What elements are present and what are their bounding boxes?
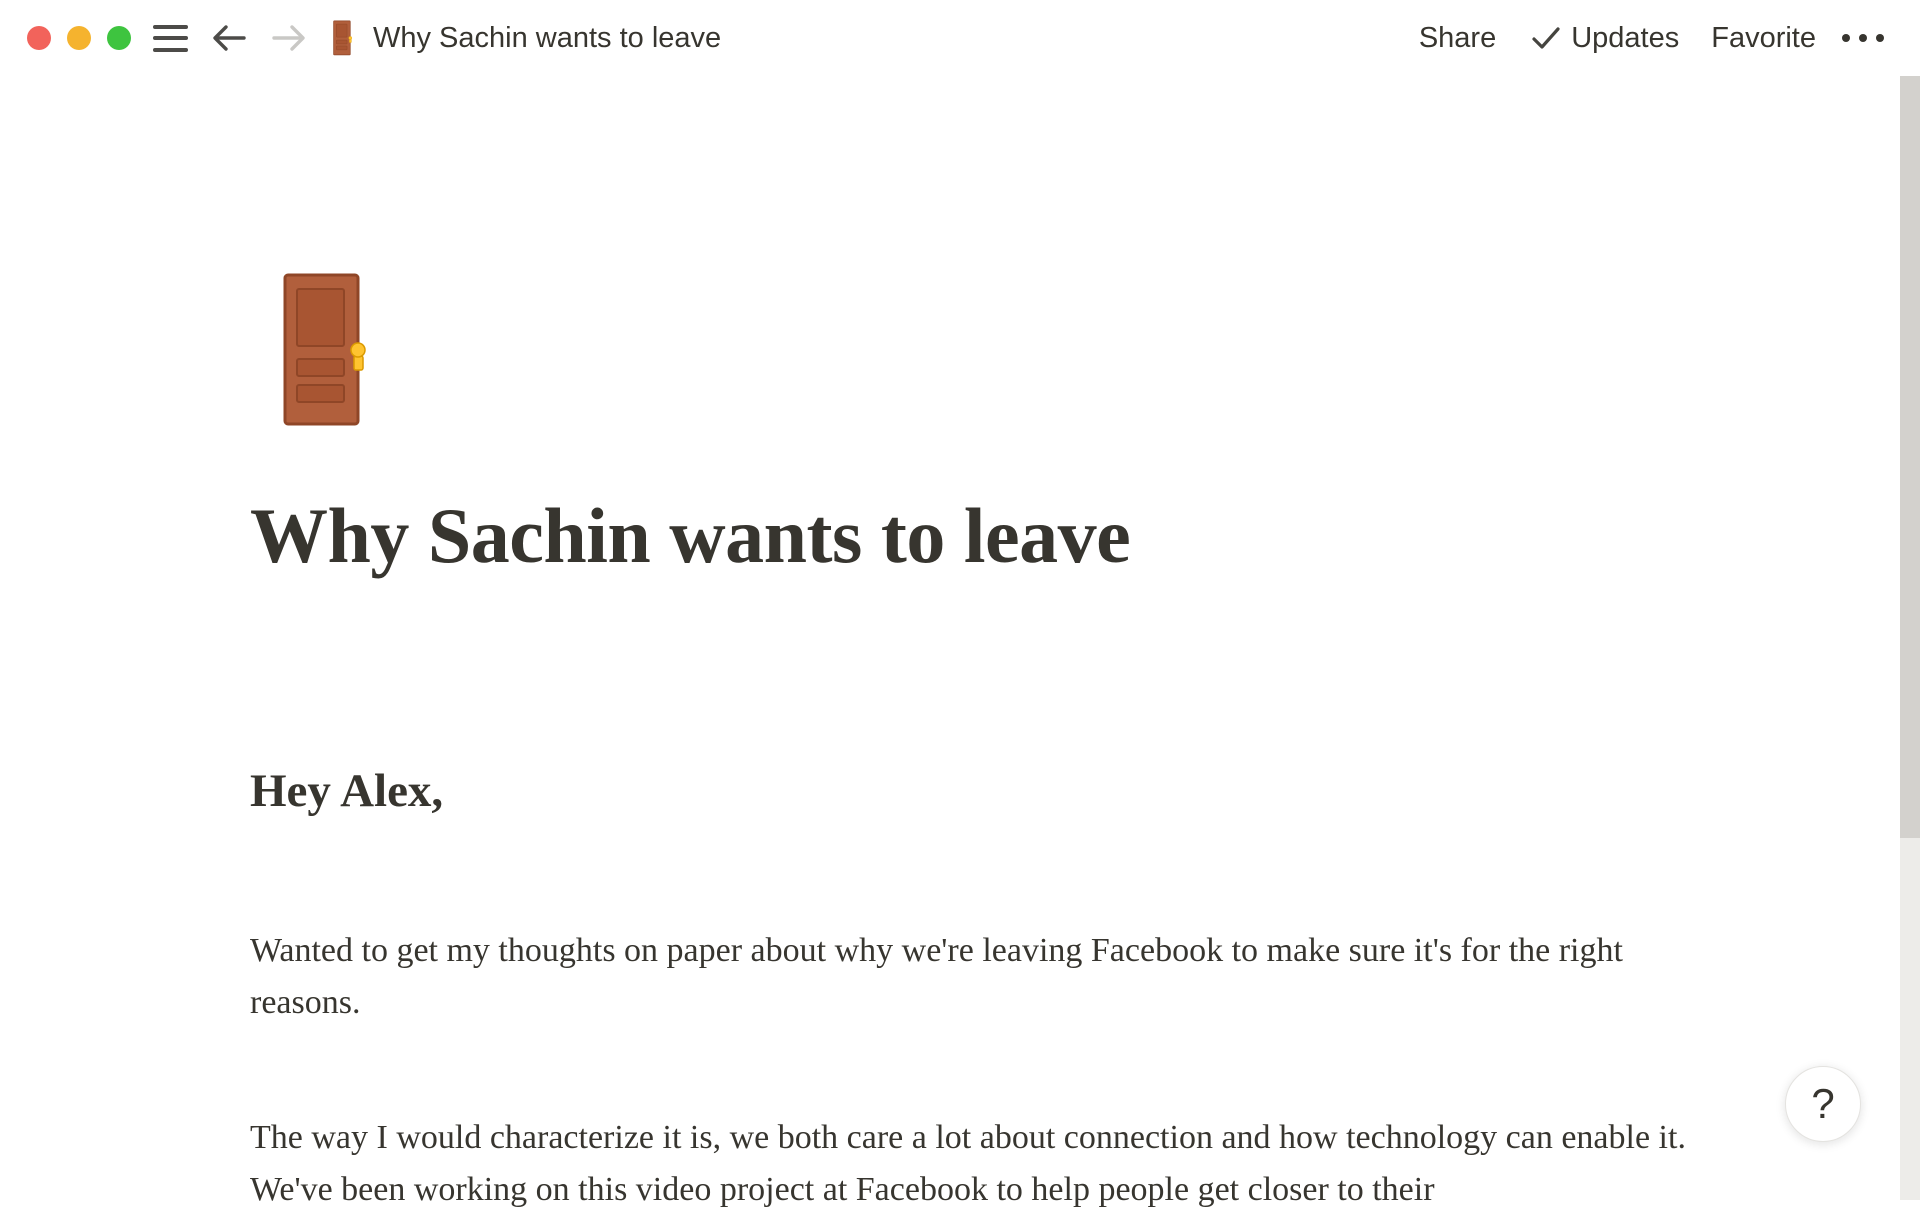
scrollbar-thumb[interactable]	[1900, 76, 1920, 838]
page-heading[interactable]: Hey Alex,	[250, 765, 444, 817]
more-options-icon[interactable]	[1836, 0, 1890, 76]
page-title[interactable]: Why Sachin wants to leave	[250, 492, 1131, 579]
share-button[interactable]: Share	[1418, 21, 1497, 54]
window-zoom-button[interactable]	[107, 26, 131, 50]
back-arrow-icon[interactable]	[210, 19, 248, 57]
breadcrumb-page-title: Why Sachin wants to leave	[373, 22, 722, 54]
paragraph-block[interactable]: The way I would characterize it is, we both care a lot about connection and how technology can enable it. We've been working on this video project at Facebook to help people get closer to their	[250, 1119, 1686, 1208]
page-content	[250, 0, 1710, 1208]
window-minimize-button[interactable]	[67, 26, 91, 50]
window-close-button[interactable]	[27, 26, 51, 50]
page-icon-door[interactable]	[278, 272, 370, 428]
sidebar-toggle-icon[interactable]	[153, 25, 188, 52]
paragraph-block[interactable]: Wanted to get my thoughts on paper about why we're leaving Facebook to make sure it's for the right reasons.	[250, 932, 1623, 1021]
help-button[interactable]	[1785, 1066, 1861, 1142]
updates-button-label: Updates	[1571, 21, 1680, 54]
scrollbar-track[interactable]	[1900, 76, 1920, 1200]
door-icon	[278, 272, 370, 428]
question-mark-icon: ?	[1811, 1080, 1835, 1127]
favorite-button[interactable]: Favorite	[1711, 21, 1816, 54]
